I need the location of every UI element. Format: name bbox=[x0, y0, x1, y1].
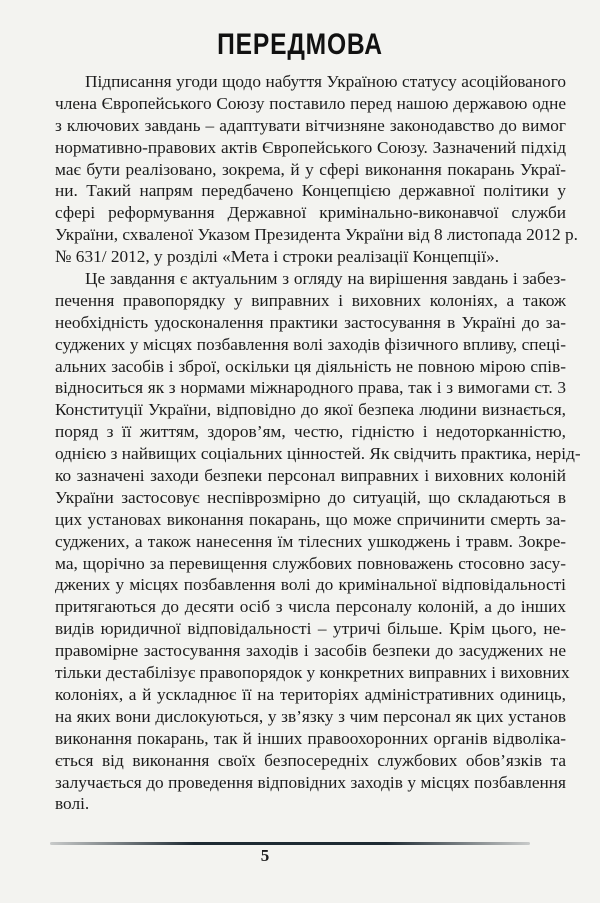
text-line: виконання покарань, так й інших правоохоронних органів відволіка- bbox=[55, 728, 566, 748]
text-line: ни. Такий напрям передбачено Концепцією державної політики у bbox=[55, 181, 566, 201]
text-line: суджених, а також нанесення їм тілесних ушкоджень і травм. Зокре- bbox=[55, 531, 566, 551]
text-line: члена Європейського Союзу поставило перед нашою державою одне bbox=[55, 93, 566, 113]
document-body bbox=[55, 71, 581, 815]
text-line: тільки дестабілізує правопорядок у конкретних виправних і виховних bbox=[55, 663, 570, 683]
text-line: альних засобів і зброї, оскільки ця діяльність не повною мірою спів- bbox=[55, 356, 566, 376]
text-line: однією з найвищих соціальних цінностей. Як свідчить практика, нерід- bbox=[55, 444, 581, 464]
text-line: № 631/ 2012, у розділі «Мета і строки реалізації Концепції». bbox=[55, 247, 500, 267]
text-line: волі. bbox=[55, 794, 90, 814]
text-line: суджених у місцях позбавлення волі заходів фізичного впливу, спеці- bbox=[55, 334, 566, 354]
text-line: Конституції України, відповідно до якої безпека людини визнається, bbox=[55, 400, 566, 420]
text-line: правомірне застосування заходів і засобів безпеки до засуджених не bbox=[55, 641, 566, 661]
text-line: притягаються до десяти осіб з числа персоналу колоній, а до інших bbox=[55, 597, 566, 617]
text-line: цих установах виконання покарань, що може спричинити смерть за- bbox=[55, 509, 566, 529]
text-line: колоніях, а й ускладнює її на територіях адміністративних одиниць, bbox=[55, 684, 566, 704]
text-line: України застосовує неспіврозмірно до ситуацій, що складаються в bbox=[55, 487, 566, 507]
text-line: поряд з її життям, здоров’ям, честю, гідністю і недоторканністю, bbox=[55, 422, 566, 442]
text-line: ма, щорічно за перевищення службових повноважень стосовно засу- bbox=[55, 553, 566, 573]
text-line: видів юридичної відповідальності – утричі більше. Крім цього, не- bbox=[55, 619, 566, 639]
text-line: ється від виконання своїх безпосередніх службових обов’язків та bbox=[55, 750, 566, 770]
text-line: Підписання угоди щодо набуття Україною статусу асоційованого bbox=[85, 72, 566, 91]
text-line: Це завдання є актуальним з огляду на вирішення завдань і забез- bbox=[85, 269, 566, 289]
text-line: відноситься як з нормами міжнародного права, так і з вимогами ст. 3 bbox=[55, 378, 566, 398]
paragraph bbox=[55, 268, 581, 815]
text-line: залучається до проведення відповідних заходів у місцях позбавлення bbox=[55, 772, 566, 792]
text-line: має бути реалізовано, зокрема, й у сфері виконання покарань Украї- bbox=[55, 159, 566, 179]
text-line: на яких вони дислокуються, у зв’язку з чим персонал як цих установ bbox=[55, 706, 566, 726]
page-number: 5 bbox=[260, 846, 270, 865]
page-title: ПЕРЕДМОВА bbox=[217, 28, 383, 61]
text-line: з ключових завдань – адаптувати вітчизняне законодавство до вимог bbox=[55, 115, 566, 135]
text-line: необхідність удосконалення практики застосування в Україні до за- bbox=[55, 312, 566, 332]
text-line: нормативно-правових актів Європейського Союзу. Зазначений підхід bbox=[55, 137, 566, 157]
footer-divider bbox=[50, 842, 530, 845]
text-line: джених у місцях позбавлення волі до кримінальної відповідальності bbox=[55, 575, 566, 595]
text-line: України, схваленої Указом Президента України від 8 листопада 2012 р. bbox=[55, 225, 578, 245]
text-line: ко зазначені заходи безпеки персонал виправних і виховних колоній bbox=[55, 466, 566, 486]
text-line: сфері реформування Державної кримінально-виконавчої служби bbox=[55, 203, 566, 223]
text-line: печення правопорядку у виправних і виховних колоніях, а також bbox=[55, 290, 566, 310]
paragraph bbox=[55, 71, 578, 268]
